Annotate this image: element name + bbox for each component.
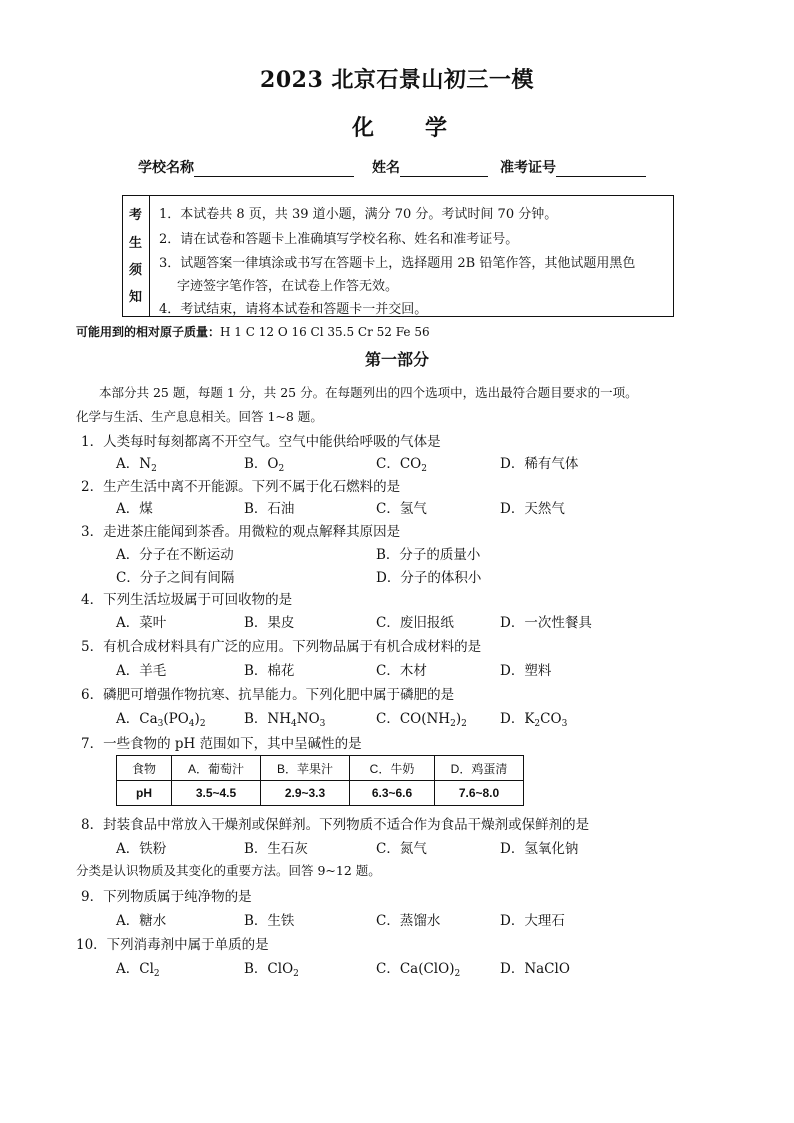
option-c: C．氮气 xyxy=(376,841,427,857)
subject-char-1: 化 xyxy=(352,115,375,141)
option-a: A．$N_2$ xyxy=(116,456,157,474)
option-a: A．$Cl_2$ xyxy=(116,961,160,979)
notice-line: 2．请在试卷和答题卡上准确填写学校名称、姓名和准考证号。 xyxy=(159,232,519,247)
section-intro: 分类是认识物质及其变化的重要方法。回答 9~12 题。 xyxy=(76,863,381,878)
option-b: B．$O_2$ xyxy=(244,456,285,474)
option-d: D．天然气 xyxy=(500,501,565,517)
option-b: B．石油 xyxy=(244,501,295,517)
school-field xyxy=(138,157,354,177)
option-c: C．$Ca(ClO)_2$ xyxy=(376,961,461,979)
id-label: 准考证号 xyxy=(500,160,556,176)
name-label: 姓名 xyxy=(372,160,400,176)
table-cell: 7.6~8.0 xyxy=(435,781,524,806)
option-c: C．氢气 xyxy=(376,501,427,517)
option-a: A．菜叶 xyxy=(116,615,167,631)
option-d: D．塑料 xyxy=(500,663,552,679)
notice-side-label xyxy=(123,196,150,316)
question-stem: 2．生产生活中离不开能源。下列不属于化石燃料的是 xyxy=(81,479,401,495)
table-header: D．鸡蛋清 xyxy=(435,756,524,781)
table-header: 食物 xyxy=(117,756,172,781)
option-c: C．蒸馏水 xyxy=(376,913,441,929)
notice-line: 4．考试结束，请将本试卷和答题卡一并交回。 xyxy=(159,302,428,317)
name-blank[interactable] xyxy=(400,162,488,177)
table-header: A．葡萄汁 xyxy=(172,756,261,781)
atomic-masses-label: 可能用到的相对原子质量： xyxy=(76,325,221,339)
option-b: B．果皮 xyxy=(244,615,295,631)
exam-notice-box xyxy=(122,195,674,317)
question-stem: 10．下列消毒剂中属于单质的是 xyxy=(76,937,269,953)
question-stem: 9．下列物质属于纯净物的是 xyxy=(81,889,252,905)
table-header: C．牛奶 xyxy=(350,756,435,781)
table-header: B．苹果汁 xyxy=(261,756,350,781)
option-d: D．大理石 xyxy=(500,913,565,929)
option-d: D．NaClO xyxy=(500,961,570,977)
option-c: C．$CO_2$ xyxy=(376,456,427,474)
part-title: 第一部分 xyxy=(364,350,429,369)
question-stem: 1．人类每时每刻都离不开空气。空气中能供给呼吸的气体是 xyxy=(81,434,441,450)
option-a: A．羊毛 xyxy=(116,663,167,679)
school-blank[interactable] xyxy=(194,162,354,177)
question-stem: 6．磷肥可增强作物抗寒、抗旱能力。下列化肥中属于磷肥的是 xyxy=(81,687,455,703)
section-intro: 化学与生活、生产息息相关。回答 1~8 题。 xyxy=(76,409,323,424)
notice-side-char: 知 xyxy=(129,290,143,305)
option-a: A．分子在不断运动 xyxy=(116,547,234,563)
table-cell: 2.9~3.3 xyxy=(261,781,350,806)
school-label: 学校名称 xyxy=(138,160,194,176)
option-b: B．生石灰 xyxy=(244,841,308,857)
option-c: C．$CO(NH_2)_2$ xyxy=(376,711,467,729)
table-cell: 3.5~4.5 xyxy=(172,781,261,806)
option-d: D．分子的体积小 xyxy=(376,570,482,586)
atomic-masses xyxy=(76,323,430,340)
notice-line: 1．本试卷共 8 页，共 39 道小题，满分 70 分。考试时间 70 分钟。 xyxy=(159,207,558,222)
notice-side-char: 须 xyxy=(129,263,143,278)
option-b: B．$NH_4NO_3$ xyxy=(244,711,326,729)
notice-line: 字迹签字笔作答，在试卷上作答无效。 xyxy=(177,279,399,294)
id-blank[interactable] xyxy=(556,162,646,177)
notice-side-char: 生 xyxy=(129,236,143,251)
option-b: B．分子的质量小 xyxy=(376,547,481,563)
notice-side-char: 考 xyxy=(129,208,143,223)
subject-char-2: 学 xyxy=(425,115,448,141)
option-a: A．糖水 xyxy=(116,913,167,929)
ph-table xyxy=(116,755,524,806)
question-stem: 4．下列生活垃圾属于可回收物的是 xyxy=(81,592,293,608)
option-b: B．ClO$_2$ xyxy=(244,961,299,979)
id-field xyxy=(500,157,646,177)
atomic-masses-values: H 1 C 12 O 16 Cl 35.5 Cr 52 Fe 56 xyxy=(220,325,430,339)
option-a: A．煤 xyxy=(116,501,153,517)
option-d: D．一次性餐具 xyxy=(500,615,592,631)
question-stem: 7．一些食物的 pH 范围如下，其中呈碱性的是 xyxy=(81,736,362,752)
part-intro: 本部分共 25 题，每题 1 分，共 25 分。在每题列出的四个选项中，选出最符合题目要求的一项。 xyxy=(99,385,638,400)
option-c: C．分子之间有间隔 xyxy=(116,570,235,586)
exam-title: 2023 北京石景山初三一模 xyxy=(260,67,534,93)
option-b: B．棉花 xyxy=(244,663,295,679)
option-b: B．生铁 xyxy=(244,913,295,929)
question-stem: 3．走进茶庄能闻到茶香。用微粒的观点解释其原因是 xyxy=(81,524,401,540)
name-field xyxy=(372,157,488,177)
notice-line: 3．试题答案一律填涂或书写在答题卡上，选择题用 2B 铅笔作答，其他试题用黑色 xyxy=(159,256,636,271)
option-d: D．稀有气体 xyxy=(500,456,579,472)
question-stem: 5．有机合成材料具有广泛的应用。下列物品属于有机合成材料的是 xyxy=(81,639,482,655)
option-a: A．$Ca_3(PO_4)_2$ xyxy=(116,711,206,729)
option-c: C．废旧报纸 xyxy=(376,615,454,631)
option-d: D．$K_2CO_3$ xyxy=(500,711,568,729)
table-cell: 6.3~6.6 xyxy=(350,781,435,806)
table-row-label: pH xyxy=(117,781,172,806)
option-d: D．氢氧化钠 xyxy=(500,841,579,857)
option-c: C．木材 xyxy=(376,663,427,679)
option-a: A．铁粉 xyxy=(116,841,167,857)
question-stem: 8．封装食品中常放入干燥剂或保鲜剂。下列物质不适合作为食品干燥剂或保鲜剂的是 xyxy=(81,817,590,833)
